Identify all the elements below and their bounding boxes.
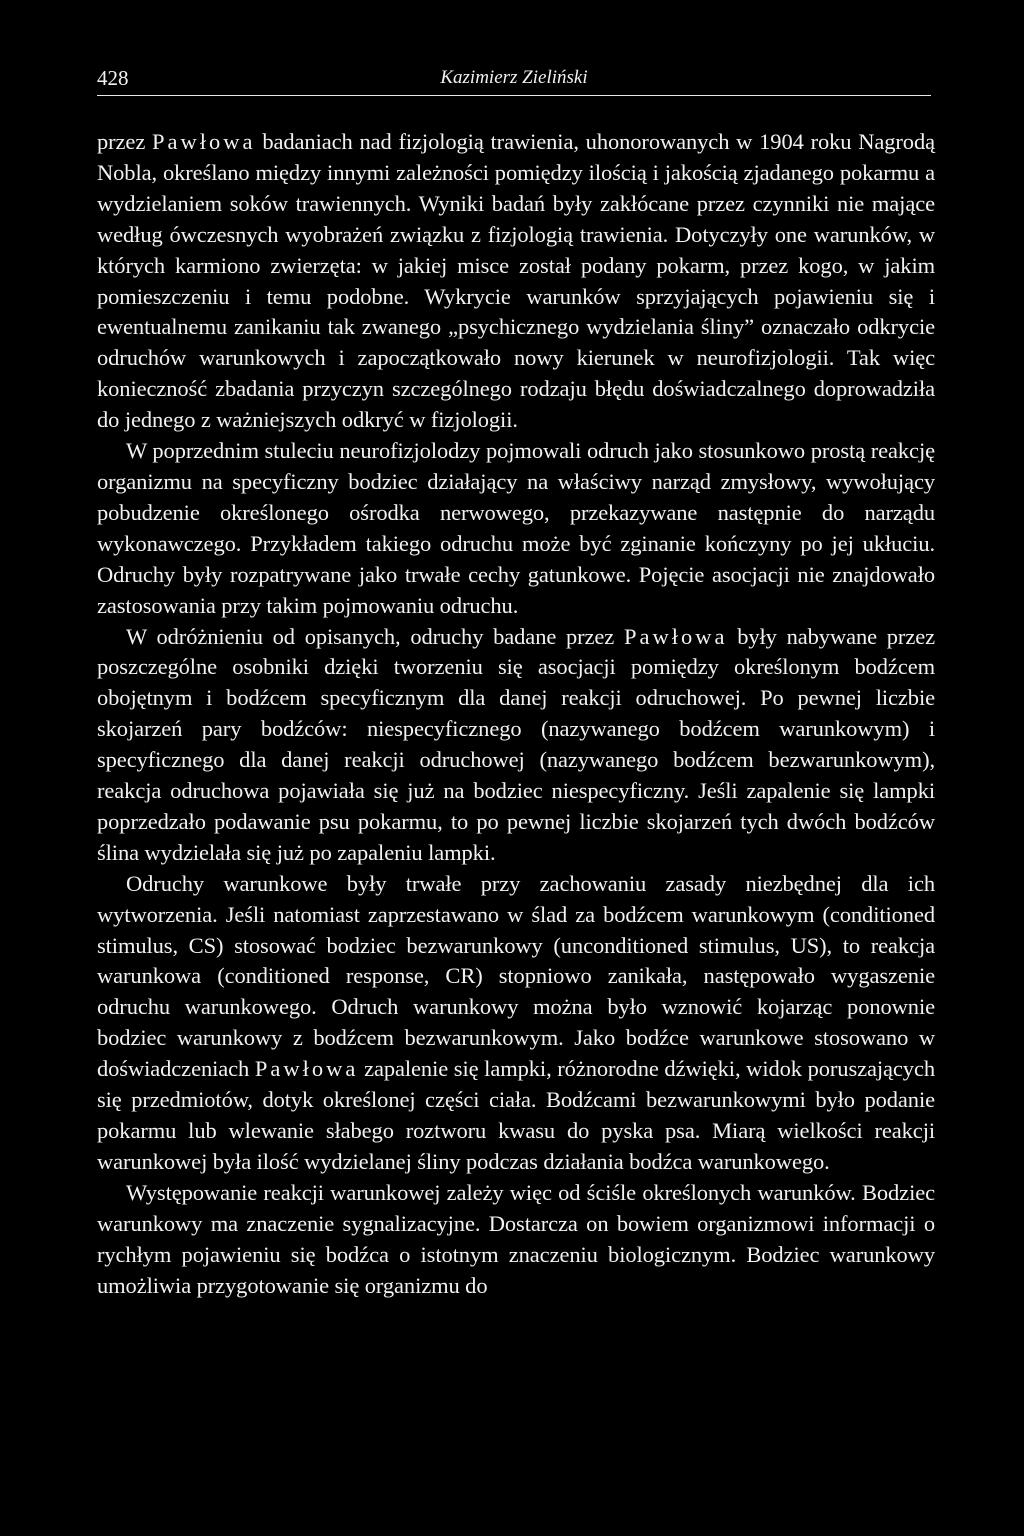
body-text [97,127,935,1301]
paragraph-text: zapalenie się lampki, różnorodne dźwięki, widok poruszających się przedmiotów, dotyk określonej części ciała. Bodźcami bezwarunkowymi było podanie pokarmu lub wlewanie słabego roztworu kwasu do pyska psa. Miarą wielkości reakcji warunkowej była ilość wydzielanej śliny podczas działania bodźca warunkowego. [97,1056,935,1174]
paragraph-text: W odróżnieniu od opisanych, odruchy badane przez [126,623,624,649]
paragraph [97,869,935,1178]
header-rule [97,95,931,96]
paragraph-text: przez [97,129,153,154]
paragraph-text: badaniach nad fizjologią trawienia, uhonorowanych w 1904 roku Nagrodą Nobla, określano między innymi zależności pomiędzy ilością i jakością zjadanego pokarmu a wydzielaniem soków trawiennych. Wyniki badań były zakłócane przez czynniki nie mające według ówczesnych wyobrażeń związku z fizjologią trawienia. Dotyczyły one warunków, w których karmiono zwierzęta: w jakiej misce został podany pokarm, przez kogo, w jakim pomieszczeniu i temu podobne. Wykrycie warunków sprzyjających pojawieniu się i ewentualnemu zanikaniu tak zwanego „psychicznego wydzielania śliny” oznaczało odkrycie odruchów warunkowych i zapoczątkowało nowy kierunek w neurofizjologii. Tak więc konieczność zbadania przyczyn szczególnego rodzaju błędu doświadczalnego doprowadziła do jednego z ważniejszych odkryć w fizjologii. [97,129,935,433]
running-title: Kazimierz Zieliński [440,67,588,88]
paragraph-text: Występowanie reakcji warunkowej zależy więc od ściśle określonych warunków. Bodziec warunkowy ma znaczenie sygnalizacyjne. Dostarcza on bowiem organizmowi informacji o rychłym pojawieniu się bodźca o istotnym znaczeniu biologicznym. Bodziec warunkowy umożliwia przygotowanie się organizmu do [97,1179,935,1298]
running-head [97,66,931,90]
spaced-name: Pawłowa [254,1056,359,1082]
paragraph [97,1178,935,1302]
paragraph-text: Odruchy warunkowe były trwałe przy zachowaniu zasady niezbędnej dla ich wytworzenia. Jeśli natomiast zaprzestawano w ślad za bodźcem warunkowym (conditioned stimulus, CS) stosować bodziec bezwarunkowy (unconditioned stimulus, US), to reakcja warunkowa (conditioned response, CR) stopniowo zanikała, następowało wygaszenie odruchu warunkowego. Odruch warunkowy można było wznowić kojarząc ponownie bodziec warunkowy z bodźcem bezwarunkowym. Jako bodźce warunkowe stosowano w doświadczeniach [97,870,935,1082]
spaced-name: Pawłowa [152,129,256,154]
paragraph [97,622,935,869]
page-number: 428 [97,66,129,90]
paragraph-text: były nabywane przez poszczególne osobniki dzięki tworzeniu się asocjacji pomiędzy określonym bodźcem obojętnym i bodźcem specyficznym dla danej reakcji odruchowej. Po pewnej liczbie skojarzeń pary bodźców: niespecyficznego (nazywanego bodźcem warunkowym) i specyficznego dla danej reakcji odruchowej (nazywanego bodźcem bezwarunkowym), reakcja odruchowa pojawiała się już na bodziec niespecyficzny. Jeśli zapalenie się lampki poprzedzało podawanie psu pokarmu, to po pewnej liczbie skojarzeń tych dwóch bodźców ślina wydzielała się już po zapaleniu lampki. [97,623,935,865]
spaced-name: Pawłowa [623,623,728,649]
paragraph [97,127,935,436]
paragraph [97,436,935,621]
paragraph-text: W poprzednim stuleciu neurofizjolodzy pojmowali odruch jako stosunkowo prostą reakcję organizmu na specyficzny bodziec działający na właściwy narząd zmysłowy, wywołujący pobudzenie określonego ośrodka nerwowego, przekazywane następnie do narządu wykonawczego. Przykładem takiego odruchu może być zginanie kończyny po jej ukłuciu. Odruchy były rozpatrywane jako trwałe cechy gatunkowe. Pojęcie asocjacji nie znajdowało zastosowania przy takim pojmowaniu odruchu. [97,438,935,618]
